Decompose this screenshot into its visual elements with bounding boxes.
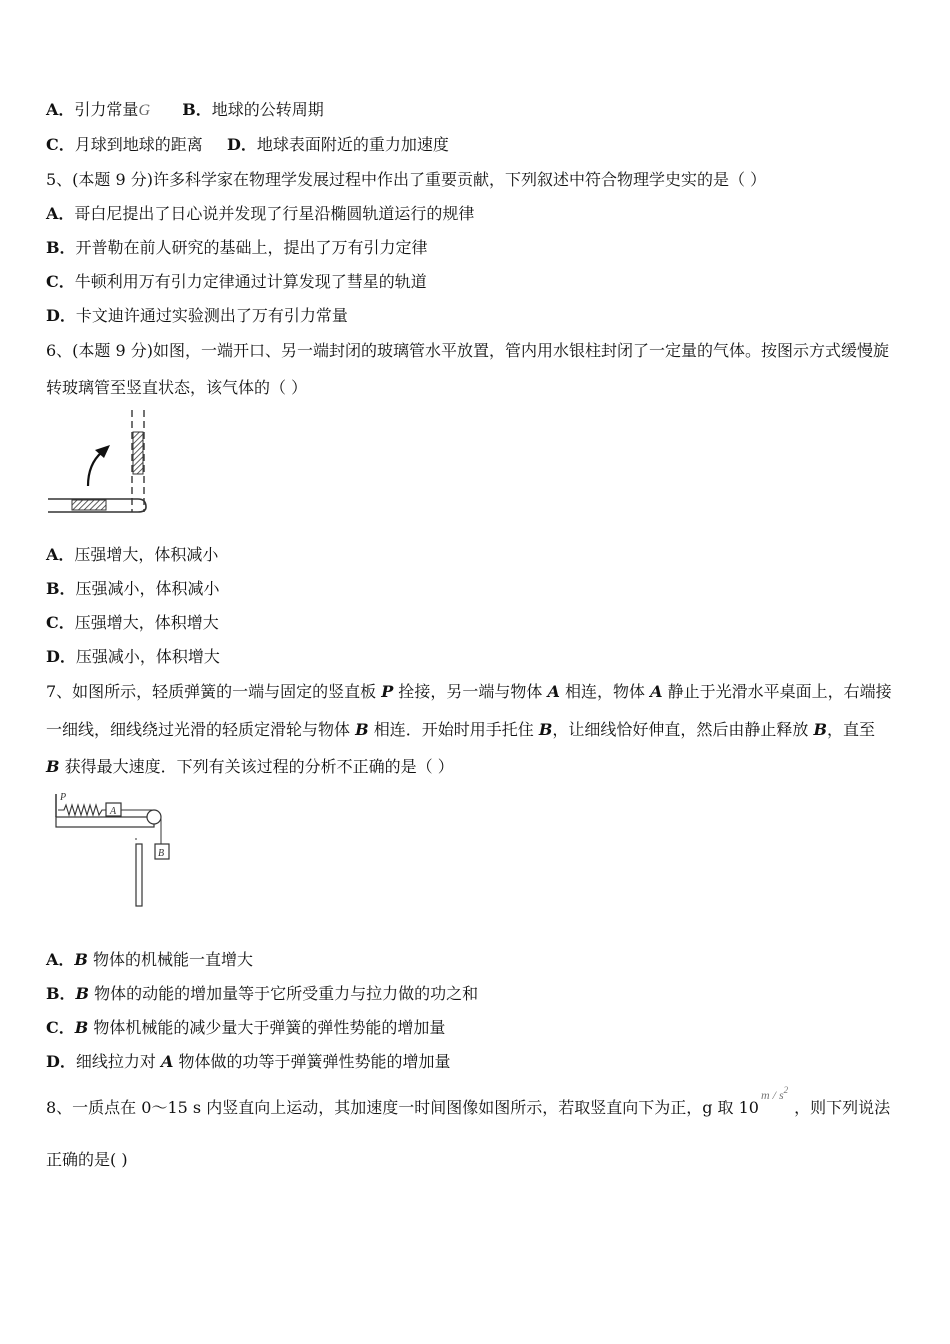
fig-label-b: B xyxy=(158,848,165,859)
q7-spring-pulley-figure xyxy=(50,790,178,908)
q7-option-c: C．B 物体机械能的减少量大于弹簧的弹性势能的增加量 xyxy=(46,1018,446,1037)
pulley xyxy=(147,810,161,824)
q4-option-b-text: 地球的公转周期 xyxy=(211,100,324,119)
rotation-arrow-icon xyxy=(88,452,102,486)
q8-stem-line-1: 8、一质点在 0～15 s 内竖直向上运动，其加速度一时间图像如图所示，若取竖直向下为正，g 取 $10^{m / s^2}$，则下列说法 xyxy=(46,1085,891,1117)
q7-option-a: A．B 物体的机械能一直增大 xyxy=(46,950,254,969)
q8-stem-line-2: 正确的是( ) xyxy=(46,1150,128,1169)
q4-option-d-text: 地球表面附近的重力加速度 xyxy=(256,135,449,154)
q4-options-row-1 xyxy=(46,100,324,121)
q4-option-c-label: C． xyxy=(46,135,75,154)
q4-option-a-text: 引力常量 xyxy=(74,100,139,119)
vertical-mercury-column xyxy=(133,432,143,474)
q4-option-a-symbol: G xyxy=(138,102,150,119)
fig-label-a: A xyxy=(110,806,117,817)
q5-option-c: C．牛顿利用万有引力定律通过计算发现了彗星的轨道 xyxy=(46,272,427,291)
q4-option-b-label: B． xyxy=(182,100,212,119)
q7-stem-line-1: 7、如图所示，轻质弹簧的一端与固定的竖直板 P 拴接，另一端与物体 A 相连，物体 A 静止于光滑水平桌面上，右端接 xyxy=(46,682,892,701)
q7-stem-line-2: 一细线，细线绕过光滑的轻质定滑轮与物体 B 相连．开始时用手托住 B，让细线恰好伸直，然后由静止释放 B，直至 xyxy=(46,720,875,739)
q6-stem-line-1: 6、(本题 9 分)如图，一端开口、另一端封闭的玻璃管水平放置，管内用水银柱封闭了一定量的气体。按图示方式缓慢旋 xyxy=(46,341,890,360)
q6-option-c: C．压强增大，体积增大 xyxy=(46,613,219,632)
q6-stem-line-2: 转玻璃管至竖直状态，该气体的（ ） xyxy=(46,378,308,397)
q4-option-a-label: A． xyxy=(46,100,75,119)
q7-option-d: D．细线拉力对 A 物体做的功等于弹簧弹性势能的增加量 xyxy=(46,1052,451,1071)
q8-unit: m / s2 xyxy=(760,1085,789,1102)
q4-options-row-2 xyxy=(46,135,449,155)
q5-option-b: B．开普勒在前人研究的基础上，提出了万有引力定律 xyxy=(46,238,428,257)
spring xyxy=(58,805,106,815)
q4-option-d-label: D． xyxy=(226,135,257,154)
table xyxy=(56,817,154,827)
q6-option-a: A．压强增大，体积减小 xyxy=(46,545,219,564)
q7-option-b: B．B 物体的动能的增加量等于它所受重力与拉力做的功之和 xyxy=(46,984,479,1003)
q5-stem: 5、(本题 9 分)许多科学家在物理学发展过程中作出了重要贡献，下列叙述中符合物理学史实的是（ ） xyxy=(46,170,767,189)
q6-option-d: D．压强减小，体积增大 xyxy=(46,647,220,666)
q5-option-a: A．哥白尼提出了日心说并发现了行星沿椭圆轨道运行的规律 xyxy=(46,204,475,223)
q6-tube-figure xyxy=(44,408,156,516)
horizontal-mercury-column xyxy=(72,500,106,510)
q4-option-c-text: 月球到地球的距离 xyxy=(74,135,203,154)
fig-label-p: P xyxy=(60,792,67,803)
q6-option-b: B．压强减小，体积减小 xyxy=(46,579,220,598)
q5-option-d: D．卡文迪许通过实验测出了万有引力常量 xyxy=(46,306,348,325)
q7-stem-line-3: B 获得最大速度．下列有关该过程的分析不正确的是（ ） xyxy=(46,757,454,776)
table-leg xyxy=(136,844,142,906)
